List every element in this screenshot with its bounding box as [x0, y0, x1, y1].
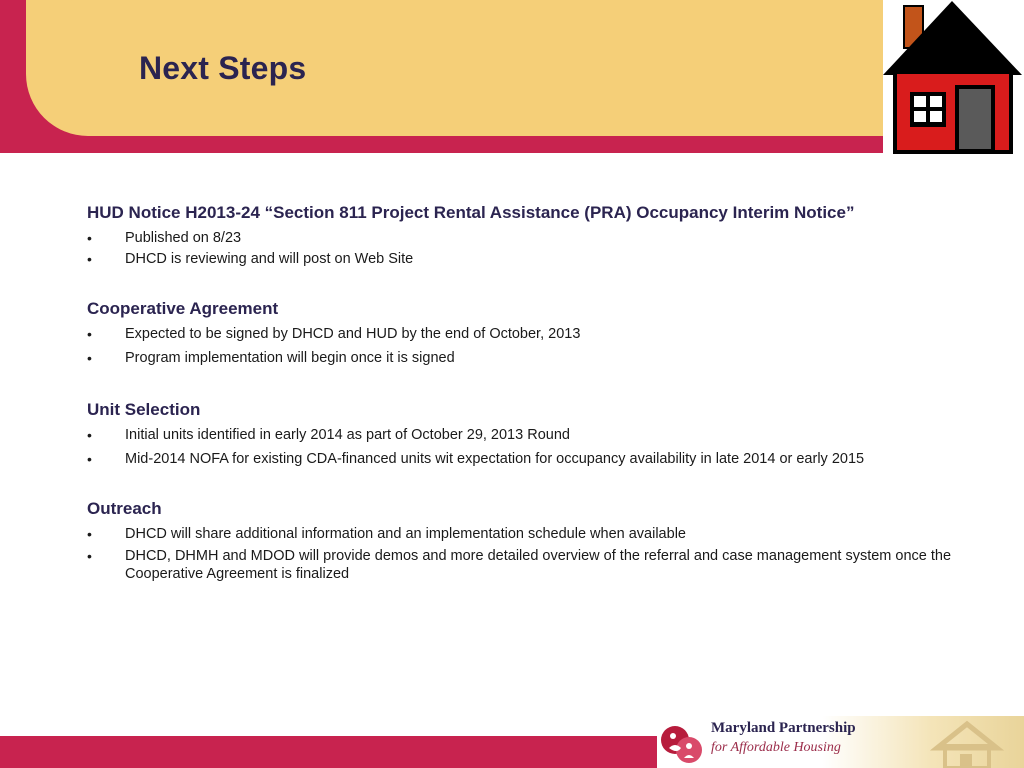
list-item-text: DHCD will share additional information and an implementation schedule when available: [125, 526, 686, 542]
bullet-list: [87, 229, 987, 268]
list-item: [87, 426, 987, 444]
logo-line-2: for Affordable Housing: [711, 740, 841, 755]
list-item-text: Mid-2014 NOFA for existing CDA-financed units wit expectation for occupancy availability in late 2014 or early 2015: [125, 451, 865, 467]
list-item: [87, 525, 987, 543]
logo-line-1: Maryland Partnership: [711, 720, 856, 736]
content-area: [87, 203, 987, 587]
bullet-list: [87, 426, 987, 468]
list-item-text: DHCD is reviewing and will post on Web Site: [125, 251, 414, 267]
page-title: Next Steps: [139, 50, 307, 86]
section-heading: HUD Notice H2013-24 “Section 811 Project Rental Assistance (PRA) Occupancy Interim Notice”: [87, 203, 855, 222]
section-outreach: [87, 499, 987, 583]
bullet-icon: •: [87, 526, 92, 542]
list-item-text: Expected to be signed by DHCD and HUD by the end of October, 2013: [125, 326, 581, 342]
bullet-icon: •: [87, 451, 92, 467]
house-outline-icon: [927, 718, 1024, 768]
list-item: [87, 229, 987, 247]
section-heading: Cooperative Agreement: [87, 299, 279, 318]
partnership-logo-icon: [657, 718, 707, 768]
bullet-icon: •: [87, 427, 92, 443]
list-item: [87, 547, 987, 583]
bullet-list: [87, 525, 987, 583]
list-item: [87, 250, 987, 268]
footer-band: [0, 736, 657, 768]
footer-logo: [657, 716, 1024, 768]
section-unit-selection: [87, 400, 987, 468]
bullet-icon: •: [87, 350, 92, 366]
list-item-text: Published on 8/23: [125, 230, 242, 246]
list-item-text: DHCD, DHMH and MDOD will provide demos and more detailed overview of the referral and case management system once the Cooperative Agreement is finalized: [125, 548, 952, 582]
bullet-icon: •: [87, 251, 92, 267]
section-heading: Unit Selection: [87, 400, 201, 419]
bullet-list: [87, 325, 987, 367]
house-icon: [881, 0, 1024, 156]
bullet-icon: •: [87, 230, 92, 246]
section-hud-notice: [87, 203, 987, 268]
list-item: [87, 325, 987, 343]
list-item-text: Program implementation will begin once it is signed: [125, 350, 455, 366]
list-item: [87, 450, 987, 468]
list-item-text: Initial units identified in early 2014 as part of October 29, 2013 Round: [125, 427, 570, 443]
bullet-icon: •: [87, 548, 92, 564]
bullet-icon: •: [87, 326, 92, 342]
section-cooperative-agreement: [87, 299, 987, 367]
list-item: [87, 349, 987, 367]
section-heading: Outreach: [87, 499, 162, 518]
